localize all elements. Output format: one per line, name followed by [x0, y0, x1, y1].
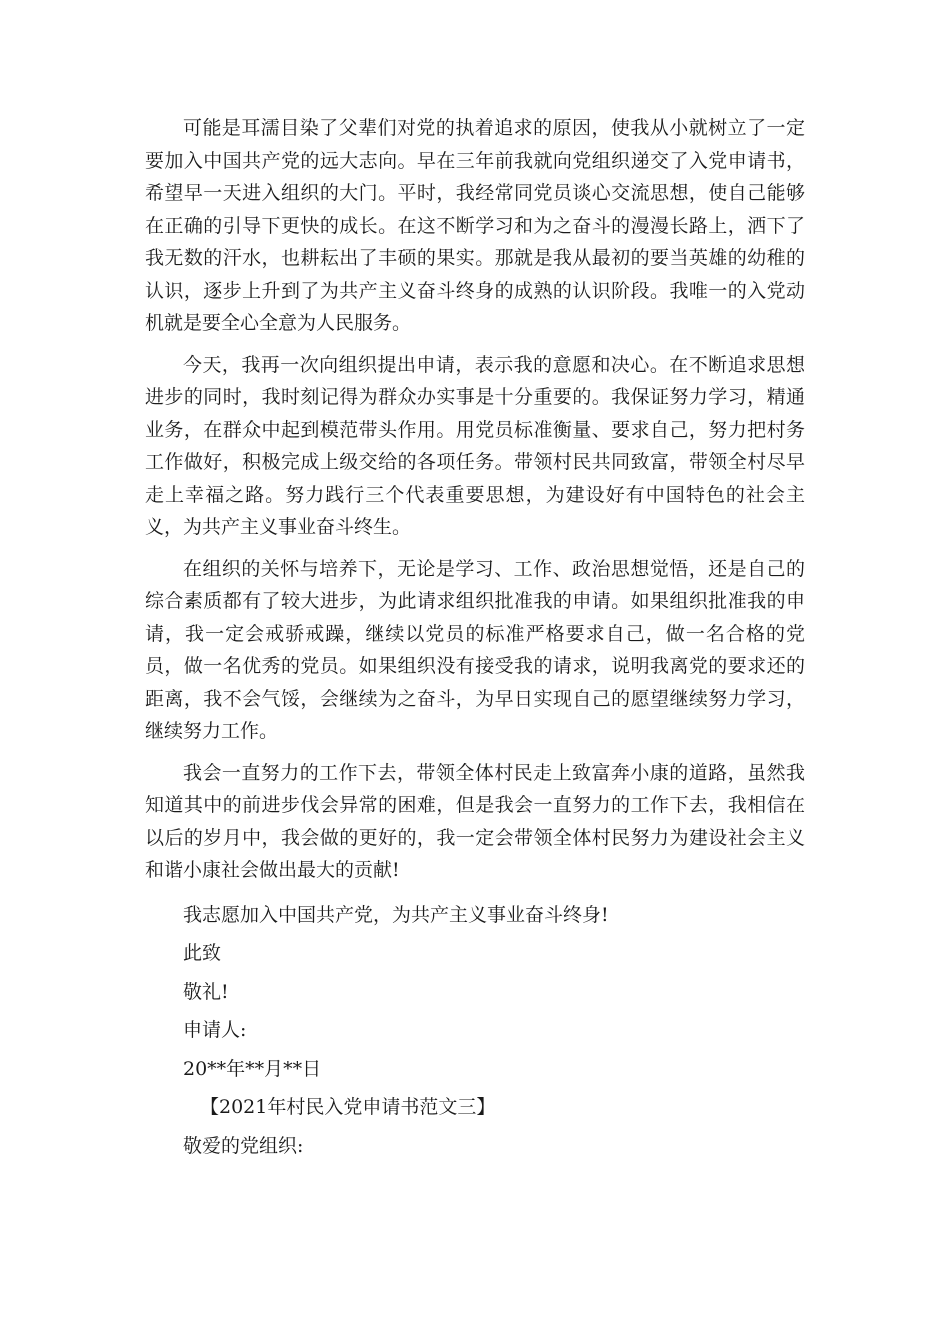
closing-statement: 我志愿加入中国共产党，为共产主义事业奋斗终身!: [183, 903, 609, 926]
document-body: [145, 112, 805, 1165]
body-paragraph-4: 我会一直努力的工作下去，带领全体村民走上致富奔小康的道路，虽然我知道其中的前进步伐会异常的困难，但是我会一直努力的工作下去，我相信在以后的岁月中，我会做的更好的，我一定会带领全体村民努力为建设社会主义和谐小康社会做出最大的贡献!: [145, 761, 805, 881]
section-title: 【2021年村民入党申请书范文三】: [200, 1096, 496, 1118]
applicant-label: 申请人:: [183, 1019, 247, 1041]
greeting-line: 敬爱的党组织:: [183, 1134, 304, 1157]
body-paragraph-3: 在组织的关怀与培养下，无论是学习、工作、政治思想觉悟，还是自己的综合素质都有了较大进步，为此请求组织批准我的申请。如果组织批准我的申请，我一定会戒骄戒躁，继续以党员的标准严格要求自己，做一名合格的党员，做一名优秀的党员。如果组织没有接受我的请求，说明我离党的要求还的距离，我不会气馁，会继续为之奋斗，为早日实现自己的愿望继续努力学习，继续努力工作。: [145, 557, 805, 742]
salutation-jingli: 敬礼!: [183, 980, 229, 1003]
salutation-cizhi: 此致: [183, 942, 222, 964]
body-paragraph-2: 今天，我再一次向组织提出申请，表示我的意愿和决心。在不断追求思想进步的同时，我时刻记得为群众办实事是十分重要的。我保证努力学习，精通业务，在群众中起到模范带头作用。用党员标准衡量、要求自己，努力把村务工作做好，积极完成上级交给的各项任务。带领村民共同致富，带领全村尽早走上幸福之路。努力践行三个代表重要思想，为建设好有中国特色的社会主义，为共产主义事业奋斗终生。: [145, 353, 805, 538]
date-line: 20**年**月**日: [183, 1057, 322, 1080]
body-paragraph-1: 可能是耳濡目染了父辈们对党的执着追求的原因，使我从小就树立了一定要加入中国共产党的远大志向。早在三年前我就向党组织递交了入党申请书，希望早一天进入组织的大门。平时，我经常同党员谈心交流思想，使自己能够在正确的引导下更快的成长。在这不断学习和为之奋斗的漫漫长路上，洒下了我无数的汗水，也耕耘出了丰硕的果实。那就是我从最初的要当英雄的幼稚的认识，逐步上升到了为共产主义奋斗终身的成熟的认识阶段。我唯一的入党动机就是要全心全意为人民服务。: [145, 117, 805, 334]
